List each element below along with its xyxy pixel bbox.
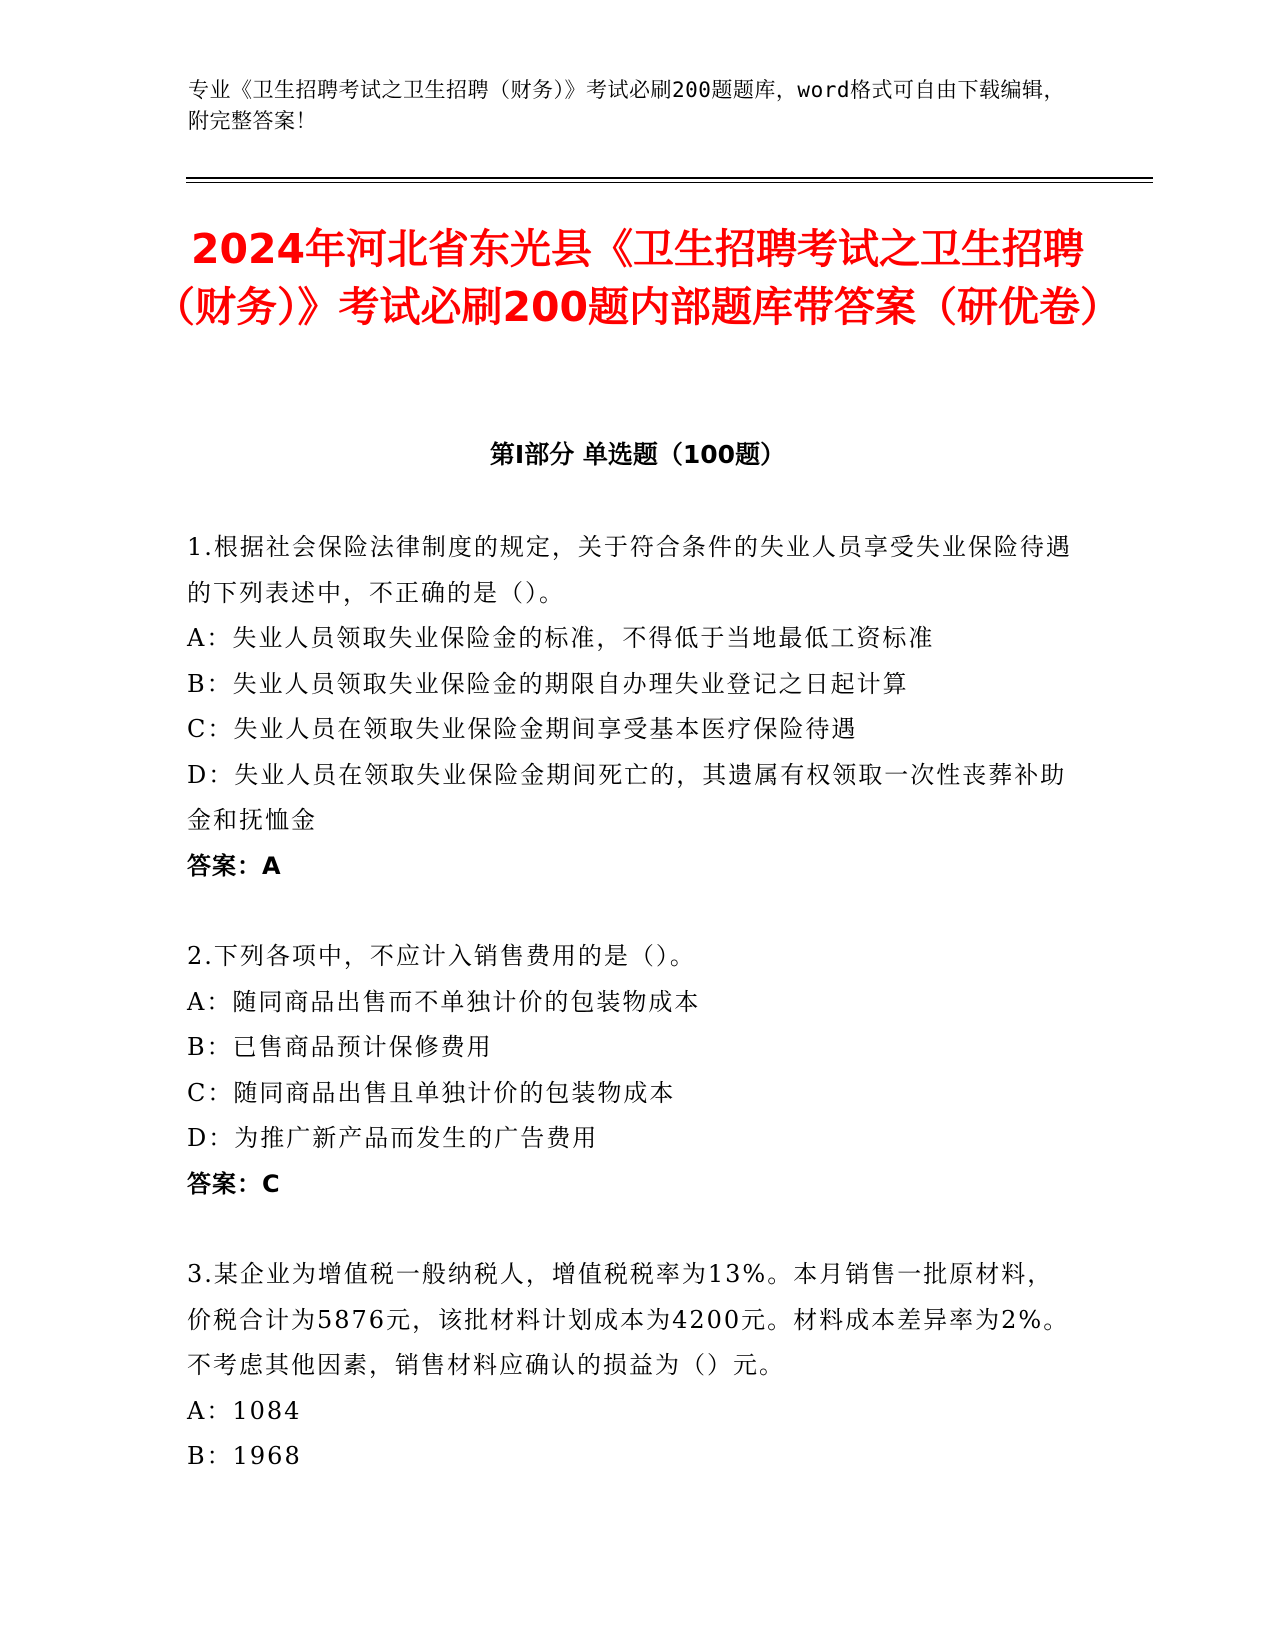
question-list bbox=[187, 525, 1077, 1525]
question-stem: 1.根据社会保险法律制度的规定，关于符合条件的失业人员享受失业保险待遇的下列表述中，不正确的是（）。 bbox=[187, 533, 1072, 607]
option-c: C：随同商品出售且单独计价的包装物成本 bbox=[187, 1078, 676, 1107]
question-1 bbox=[187, 525, 1077, 889]
question-3 bbox=[187, 1252, 1077, 1480]
document-title: 2024年河北省东光县《卫生招聘考试之卫生招聘（财务）》考试必刷200题内部题库带答案（研优卷） bbox=[153, 225, 1122, 331]
option-b: B：失业人员领取失业保险金的期限自办理失业登记之日起计算 bbox=[187, 669, 909, 698]
question-stem: 3.某企业为增值税一般纳税人，增值税税率为13%。本月销售一批原材料，价税合计为5876元，该批材料计划成本为4200元。材料成本差异率为2%。不考虑其他因素，销售材料应确认的损益为（）元。 bbox=[187, 1260, 1070, 1379]
header-divider-thick bbox=[186, 177, 1153, 179]
header-note: 专业《卫生招聘考试之卫生招聘（财务）》考试必刷200题题库，word格式可自由下载编辑，附完整答案！ bbox=[188, 78, 1065, 133]
option-d: D：失业人员在领取失业保险金期间死亡的，其遗属有权领取一次性丧葬补助金和抚恤金 bbox=[187, 760, 1067, 834]
option-b: B：1968 bbox=[187, 1442, 302, 1470]
option-a: A：失业人员领取失业保险金的标准，不得低于当地最低工资标准 bbox=[187, 624, 935, 652]
option-a: A：1084 bbox=[187, 1396, 302, 1425]
question-2 bbox=[187, 934, 1077, 1207]
answer-label: 答案：C bbox=[187, 1169, 281, 1198]
header-divider-thin bbox=[186, 182, 1153, 183]
option-d: D：为推广新产品而发生的广告费用 bbox=[187, 1124, 599, 1152]
section-title: 第Ⅰ部分 单选题（100题） bbox=[489, 440, 786, 469]
option-b: B：已售商品预计保修费用 bbox=[187, 1033, 493, 1061]
option-c: C：失业人员在领取失业保险金期间享受基本医疗保险待遇 bbox=[187, 715, 858, 743]
question-stem: 2.下列各项中，不应计入销售费用的是（）。 bbox=[187, 942, 696, 970]
answer-label: 答案：A bbox=[187, 851, 282, 880]
option-a: A：随同商品出售而不单独计价的包装物成本 bbox=[187, 987, 701, 1016]
